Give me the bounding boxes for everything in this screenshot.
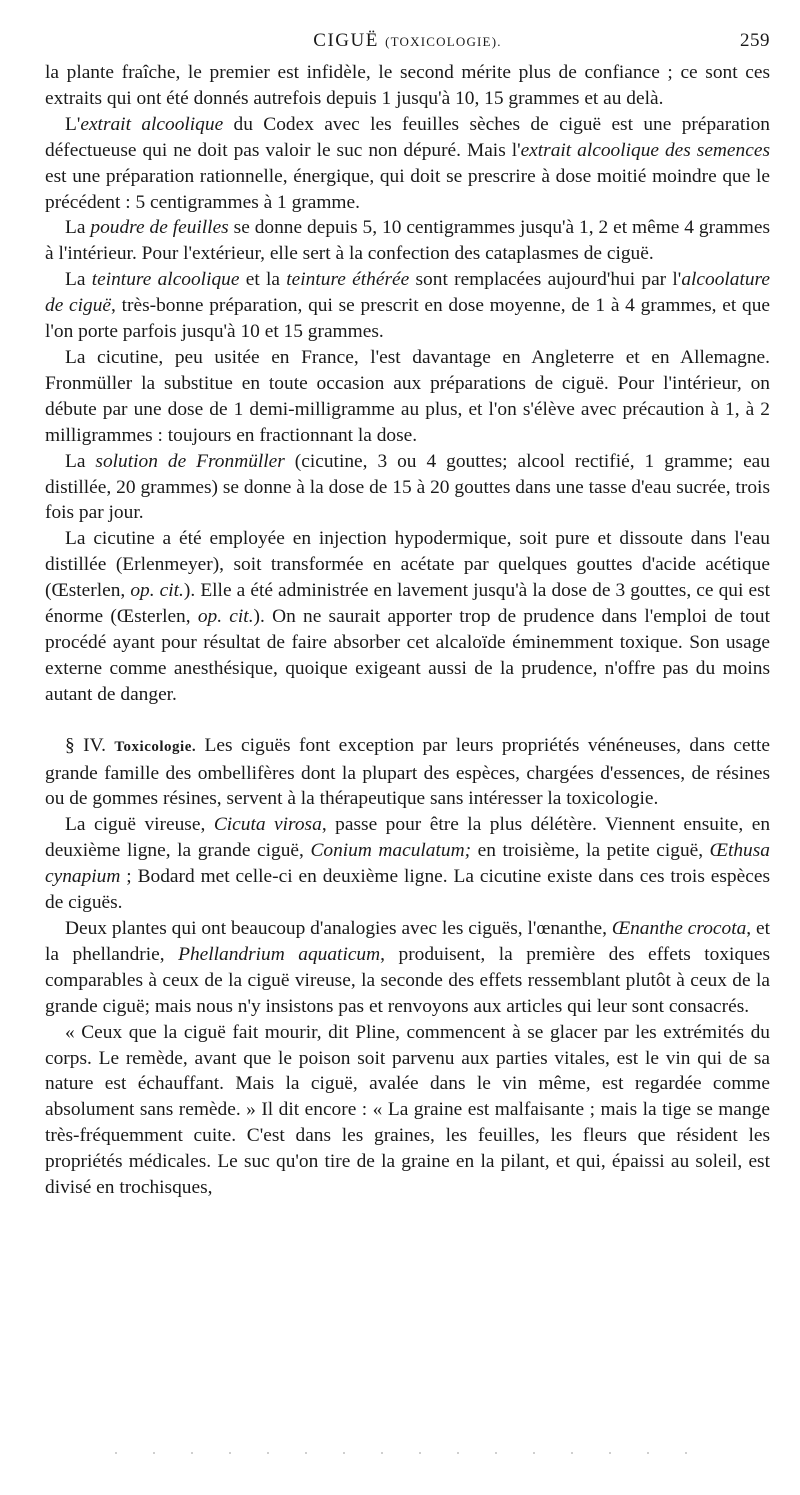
paragraph bbox=[45, 345, 770, 449]
italic-text: Conium maculatum; bbox=[310, 840, 472, 862]
text-run: La bbox=[65, 450, 96, 472]
body-text bbox=[45, 60, 770, 1201]
italic-text: extrait alcoolique des semences bbox=[520, 139, 770, 161]
text-run: , et la phellandrie, bbox=[45, 918, 770, 965]
text-run: , passe pour être la plus délétère. Viennent ensuite, en deuxième ligne, la grande ciguë, bbox=[45, 814, 771, 862]
text-run: la plante fraîche, le premier est infidèle, le second mérite plus de confiance ; ce sont ces extraits qui ont été donnés autrefois depuis 1 jusqu'à 10, 15 grammes et au delà. bbox=[45, 62, 770, 109]
page-number: 259 bbox=[740, 30, 770, 51]
italic-text: teinture alcoolique bbox=[91, 269, 240, 291]
text-run: La cicutine, peu usitée en France, l'est davantage en Angleterre et en Allemagne. Fronmüller la substitue en toute occasion aux préparations de ciguë. Pour l'intérieur, on débute par une dose de 1 demi-milligramme au plus, et l'on s'élève avec précaution à 1, à 2 milligrammes : toujours en fractionnant la dose. bbox=[45, 346, 770, 446]
italic-text: teinture éthérée bbox=[286, 269, 410, 291]
paragraph bbox=[45, 1020, 770, 1201]
text-run: L' bbox=[65, 113, 81, 135]
text-run: « Ceux que la ciguë fait mourir, dit Pline, commencent à se glacer par les extrémités du corps. Le remède, avant que le poison soit parvenu aux parties vitales, est le vin qui de sa nature est échauffant. Mais la ciguë, avalée dans le vin même, est regardée comme absolument sans remède. » Il dit encore : « La graine est malfaisante ; mais la tige se mange très-fréquemment cuite. C'est dans les graines, les feuilles, les fleurs que résident les propriétés médicales. Le suc qu'on tire de la graine en la pilant, et qui, épaissi au soleil, est divisé en trochisques, bbox=[45, 1021, 770, 1199]
text-run: en troisième, la petite ciguë, bbox=[471, 840, 710, 862]
paragraph bbox=[45, 812, 770, 916]
header-subtitle: (TOXICOLOGIE). bbox=[385, 34, 502, 49]
paragraph bbox=[45, 215, 770, 267]
text-run: (cicutine, 3 ou 4 gouttes; alcool rectifié, 1 gramme; eau distillée, 20 grammes) se donne à la dose de 15 à 20 gouttes dans une tasse d'eau sucrée, trois fois par jour. bbox=[45, 450, 770, 524]
running-header bbox=[45, 30, 770, 56]
italic-text: Œnanthe crocota bbox=[611, 918, 747, 939]
text-run: ; Bodard met celle-ci en deuxième ligne. La cicutine existe dans ces trois espèces de ciguës. bbox=[45, 866, 770, 914]
text-run: se donne depuis 5, 10 centigrammes jusqu'à 1, 2 et même 4 grammes à l'intérieur. Pour l'extérieur, elle sert à la confection des cataplasmes de ciguë. bbox=[45, 217, 770, 265]
text-run: ). On ne saurait apporter trop de prudence dans l'emploi de tout procédé ayant pour résultat de faire absorber cet alcaloïde éminemment toxique. Son usage externe comme anesthésique, quoique exigeant aussi de la prudence, n'offre pas du moins autant de danger. bbox=[45, 606, 770, 705]
text-run: est une préparation rationnelle, énergique, qui doit se prescrire à dose moitié moindre que le précédent : 5 centigrammes à 1 gramme. bbox=[45, 165, 770, 213]
text-run: La ciguë vireuse, bbox=[65, 814, 214, 836]
italic-text: Cicuta virosa bbox=[213, 814, 322, 836]
text-run: et la bbox=[239, 269, 287, 291]
italic-text: solution de Fronmüller bbox=[95, 450, 285, 472]
text-run: La bbox=[65, 269, 92, 291]
italic-text: alcoolature de ciguë bbox=[45, 269, 770, 317]
text-run: sont remplacées aujourd'hui par l' bbox=[409, 269, 682, 291]
italic-text: extrait alcoolique bbox=[80, 113, 224, 135]
text-run: La bbox=[65, 217, 91, 239]
text-run: § IV. bbox=[65, 734, 115, 756]
running-title bbox=[45, 30, 770, 52]
italic-text: Phellandrium aquaticum bbox=[178, 943, 381, 965]
text-run: Deux plantes qui ont beaucoup d'analogies avec les ciguës, l'œnanthe, bbox=[65, 918, 612, 939]
bottom-print-specks bbox=[115, 1452, 715, 1454]
paragraph bbox=[45, 916, 770, 1020]
italic-text: Œthusa cynapium bbox=[45, 840, 770, 888]
paragraph bbox=[45, 60, 770, 112]
text-run: du Codex avec les feuilles sèches de ciguë est une préparation défectueuse qui ne doit pas valoir le suc non dépuré. Mais l' bbox=[45, 113, 770, 161]
paragraph bbox=[45, 733, 770, 813]
italic-text: op. cit. bbox=[130, 580, 184, 602]
paragraph bbox=[45, 449, 770, 527]
text-run: , produisent, la première des effets toxiques comparables à ceux de la ciguë vireuse, la seconde des effets ressemblant plutôt à ceux de la grande ciguë; mais nous n'y insistons pas et renvoyons aux articles qui leur sont consacrés. bbox=[45, 943, 770, 1017]
paragraph bbox=[45, 112, 770, 216]
paragraph bbox=[45, 267, 770, 345]
paragraph bbox=[45, 526, 770, 707]
italic-text: poudre de feuilles bbox=[90, 217, 229, 239]
text-run: La cicutine a été employée en injection hypodermique, soit pure et dissoute dans l'eau distillée (Erlenmeyer), soit transformée en acétate par quelques gouttes d'acide acétique (Œsterlen, bbox=[45, 528, 770, 602]
section-heading: Toxicologie. bbox=[114, 738, 197, 755]
text-run: Les ciguës font exception par leurs propriétés vénéneuses, dans cette grande famille des ombellifères dont la plupart des espèces, chargées d'essences, de résines ou de gommes résines, servent à la thérapeutique sans intéresser la toxicologie. bbox=[45, 734, 770, 810]
header-title: CIGUË bbox=[313, 30, 379, 51]
italic-text: op. cit. bbox=[197, 606, 254, 628]
text-run: ). Elle a été administrée en lavement jusqu'à la dose de 3 gouttes, ce qui est énorme (Œsterlen, bbox=[45, 580, 770, 628]
text-run: , très-bonne préparation, qui se prescrit en dose moyenne, de 1 à 4 grammes, et que l'on porte parfois jusqu'à 10 et 15 grammes. bbox=[45, 295, 770, 343]
